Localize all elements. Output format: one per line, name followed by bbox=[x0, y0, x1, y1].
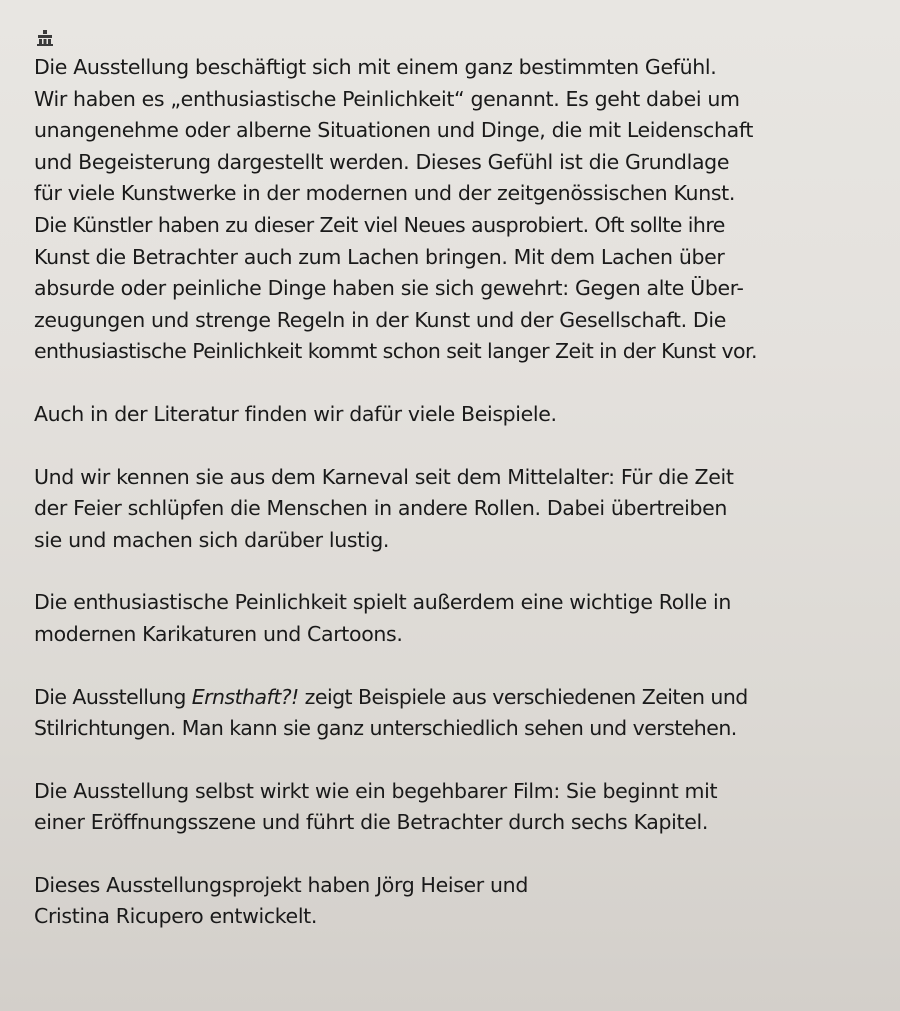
text-line bbox=[34, 682, 864, 714]
text-line: Stilrichtungen. Man kann sie ganz unterschiedlich sehen und verstehen. bbox=[34, 716, 737, 741]
paragraph-curators bbox=[34, 870, 864, 933]
text-line: Die Ausstellung beschäftigt sich mit einem ganz bestimmten Gefühl. bbox=[34, 55, 717, 79]
paragraph-intro bbox=[34, 52, 864, 368]
text-line: für viele Kunstwerke in der modernen und der zeitgenössischen Kunst. bbox=[34, 181, 736, 206]
text-line: absurde oder peinliche Dinge haben sie sich gewehrt: Gegen alte Über- bbox=[34, 276, 744, 301]
text-line: einer Eröffnungsszene und führt die Betrachter durch sechs Kapitel. bbox=[34, 810, 708, 835]
text-line: Wir haben es „enthusiastische Peinlichkeit“ genannt. Es geht dabei um bbox=[34, 86, 740, 111]
text-line: Dieses Ausstellungsprojekt haben Jörg Heiser und bbox=[34, 872, 528, 897]
text-line: Die Ausstellung selbst wirkt wie ein begehbarer Film: Sie beginnt mit bbox=[34, 778, 718, 803]
paragraph-cartoons bbox=[34, 587, 864, 650]
text-line: Und wir kennen sie aus dem Karneval seit dem Mittelalter: Für die Zeit bbox=[34, 464, 734, 489]
text-line: Die Künstler haben zu dieser Zeit viel Neues ausprobiert. Oft sollte ihre bbox=[34, 212, 725, 237]
text-line: Cristina Ricupero entwickelt. bbox=[34, 904, 318, 929]
text-line: der Feier schlüpfen die Menschen in andere Rollen. Dabei übertreiben bbox=[34, 496, 728, 521]
exhibition-title: Ernsthaft?! bbox=[191, 684, 299, 709]
text-line: zeugungen und strenge Regeln in der Kunst und der Gesellschaft. Die bbox=[34, 307, 726, 332]
museum-emblem-icon bbox=[36, 30, 54, 46]
text-line: Auch in der Literatur finden wir dafür viele Beispiele. bbox=[34, 401, 557, 426]
paragraph-film bbox=[34, 776, 864, 839]
paragraph-carnival bbox=[34, 462, 864, 557]
text-line: Kunst die Betrachter auch zum Lachen bringen. Mit dem Lachen über bbox=[34, 244, 725, 269]
text-fragment: zeigt Beispiele aus verschiedenen Zeiten und bbox=[298, 684, 748, 709]
text-line: und Begeisterung dargestellt werden. Dieses Gefühl ist die Grundlage bbox=[34, 149, 730, 174]
paragraph-literature bbox=[34, 399, 864, 431]
text-line: sie und machen sich darüber lustig. bbox=[34, 527, 390, 552]
exhibition-text bbox=[34, 52, 864, 964]
text-fragment: Die Ausstellung bbox=[34, 684, 192, 709]
text-line: enthusiastische Peinlichkeit kommt schon seit langer Zeit in der Kunst vor. bbox=[34, 339, 757, 364]
text-line: Die enthusiastische Peinlichkeit spielt außerdem eine wichtige Rolle in bbox=[34, 590, 732, 615]
text-line: modernen Karikaturen und Cartoons. bbox=[34, 621, 403, 646]
paragraph-exhibition-title bbox=[34, 682, 864, 745]
text-line: unangenehme oder alberne Situationen und Dinge, die mit Leidenschaft bbox=[34, 118, 754, 143]
